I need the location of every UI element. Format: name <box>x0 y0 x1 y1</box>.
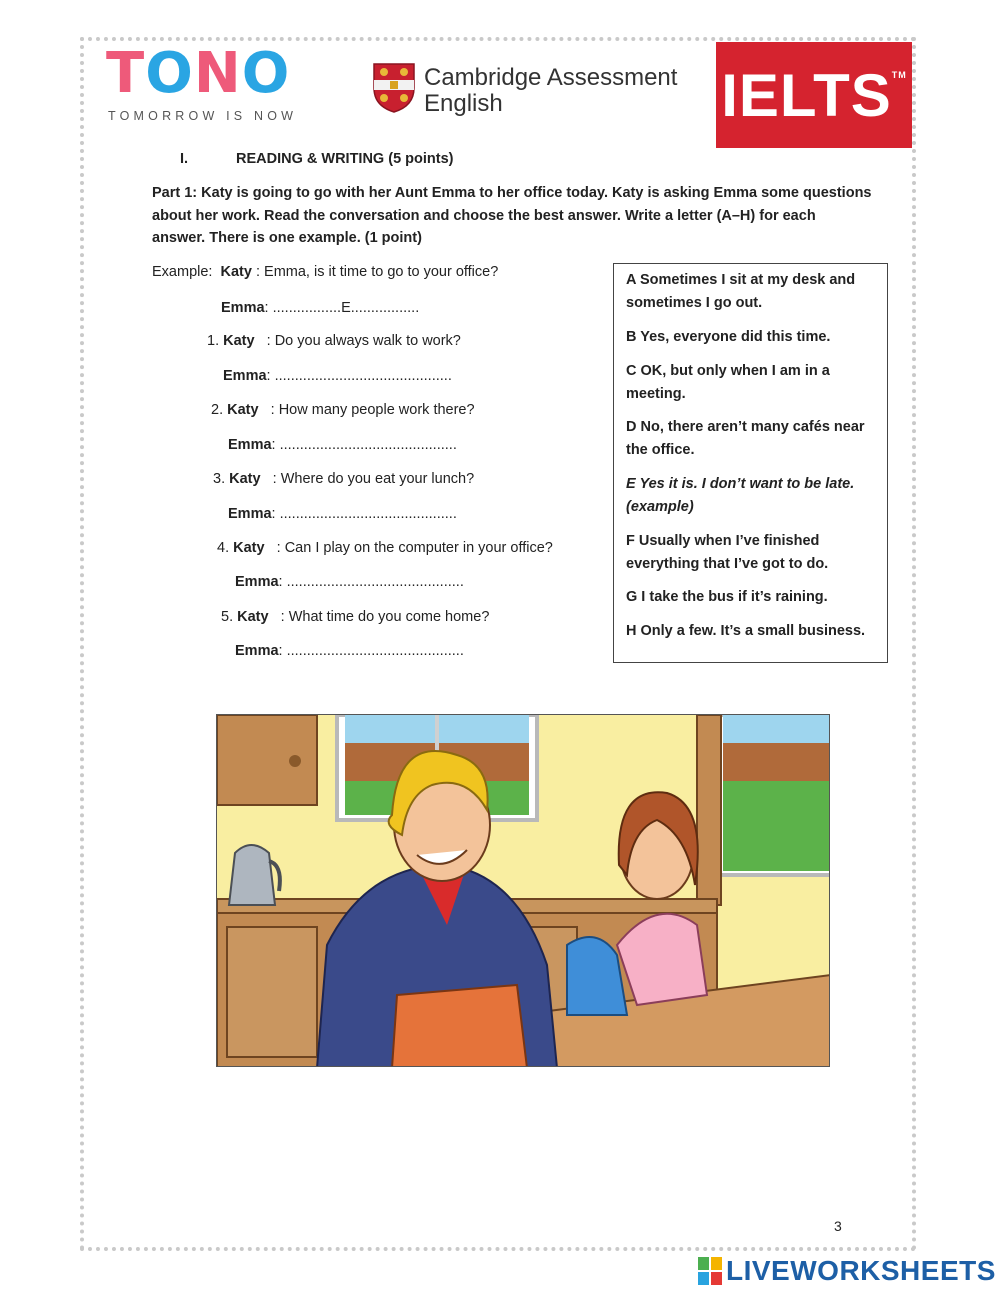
illustration-drawing <box>217 715 830 1067</box>
ielts-trademark: TM <box>891 70 907 80</box>
answer-1-blank[interactable]: : ............................................ <box>266 368 452 384</box>
example-answer: Emma: .................E................. <box>221 300 420 316</box>
ielts-text: IELTS <box>721 61 892 129</box>
question-1: 1. Katy : Do you always walk to work? <box>207 333 461 349</box>
answer-1[interactable]: Emma: ............................................ <box>223 368 452 384</box>
tono-tagline: TOMORROW IS NOW <box>108 109 298 123</box>
question-2: 2. Katy : How many people work there? <box>211 402 475 418</box>
option-c: C OK, but only when I am in a meeting. <box>626 363 830 402</box>
kitchen-illustration <box>216 714 830 1067</box>
answer-5[interactable]: Emma: ............................................ <box>235 643 464 659</box>
options-box <box>613 263 888 663</box>
question-4: 4. Katy : Can I play on the computer in your office? <box>217 540 553 556</box>
answer-4[interactable]: Emma: ............................................ <box>235 574 464 590</box>
instructions: Part 1: Katy is going to go with her Aunt Emma to her office today. Katy is asking Emma some questions about her work. Read the conversation and choose the best answer. Write a letter (A–H) for each answer. There is one example. (1 point) <box>152 185 872 246</box>
option-h: H Only a few. It’s a small business. <box>626 623 866 639</box>
example-question: Example: Katy : Emma, is it time to go to your office? <box>152 264 499 280</box>
tono-logo <box>106 41 316 130</box>
option-e-example: E Yes it is. I don’t want to be late. (example) <box>626 476 855 515</box>
cambridge-shield-icon <box>372 62 416 114</box>
liveworksheets-logo-icon <box>698 1257 722 1285</box>
answer-5-blank[interactable]: : ............................................ <box>278 643 464 659</box>
ielts-logo <box>716 42 912 148</box>
answer-3[interactable]: Emma: ............................................ <box>228 506 457 522</box>
answer-2-blank[interactable]: : ............................................ <box>271 437 457 453</box>
option-b: B Yes, everyone did this time. <box>626 329 831 345</box>
section-number: I. <box>180 151 189 167</box>
page-number: 3 <box>834 1218 842 1234</box>
answer-3-blank[interactable]: : ............................................ <box>271 506 457 522</box>
liveworksheets-text: LIVEWORKSHEETS <box>726 1255 996 1286</box>
option-g: G I take the bus if it’s raining. <box>626 589 828 605</box>
cambridge-title: Cambridge Assessment <box>424 64 678 91</box>
answer-2[interactable]: Emma: ............................................ <box>228 437 457 453</box>
cambridge-logo <box>372 62 702 122</box>
question-5: 5. Katy : What time do you come home? <box>221 609 490 625</box>
option-f: F Usually when I’ve finished everything that I’ve got to do. <box>626 533 829 572</box>
liveworksheets-brand[interactable] <box>698 1256 996 1286</box>
answer-4-blank[interactable]: : ............................................ <box>278 574 464 590</box>
cambridge-subtitle: English <box>424 90 503 117</box>
tono-wordmark: TONO <box>106 41 291 106</box>
section-title: READING & WRITING (5 points) <box>236 151 454 167</box>
question-3: 3. Katy : Where do you eat your lunch? <box>213 471 475 487</box>
option-d: D No, there aren’t many cafés near the office. <box>626 419 865 458</box>
option-a: A Sometimes I sit at my desk and sometimes I go out. <box>626 272 856 311</box>
